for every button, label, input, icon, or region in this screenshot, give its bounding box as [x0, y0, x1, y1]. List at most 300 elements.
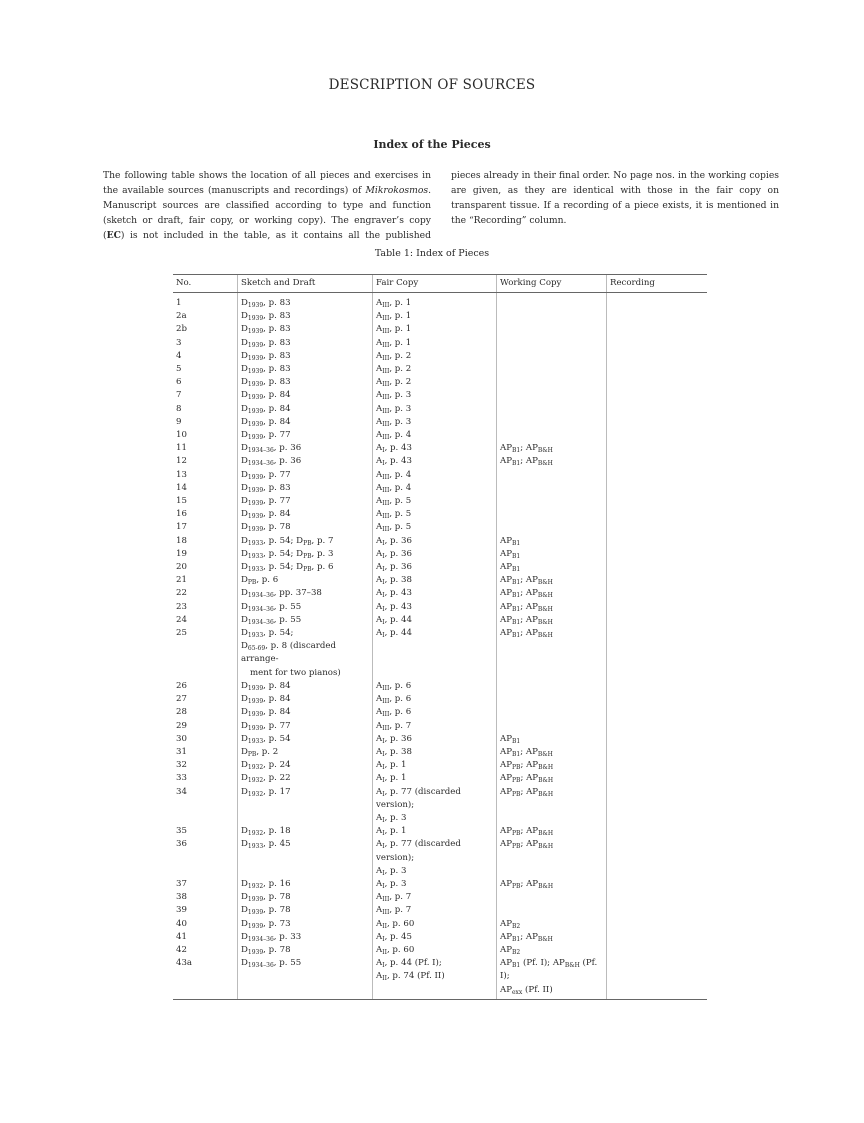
cell-sketch-line: $D_{1934-36}$, p. 33 [241, 931, 302, 943]
cell-sketch [238, 706, 373, 719]
cell-no: 8 [176, 403, 182, 414]
cell-no: 7 [176, 390, 182, 401]
cell-sketch [238, 376, 373, 389]
cell-no: 9 [176, 416, 182, 427]
cell-working-line: $AP_{B2}$ [500, 944, 521, 956]
cell-working-line: $AP_{B1}$; $AP_{B\&H}$ [500, 588, 553, 600]
cell-fair [373, 931, 497, 944]
cell-no: 26 [176, 680, 187, 691]
cell-fair [373, 614, 497, 627]
cell-sketch-line: $D_{1939}$, p. 77 [241, 430, 291, 442]
cell-fair-line: $A_I$, p. 3 [376, 812, 407, 824]
cell-sketch-line: $D_{1933}$, p. 54; [241, 628, 294, 640]
cell-fair-line: $A_{III}$, p. 2 [376, 377, 412, 389]
cell-fair-line: $A_{III}$, p. 1 [376, 298, 412, 309]
cell-working [497, 825, 607, 838]
table-row [173, 561, 707, 574]
cell-no: 43a [173, 957, 238, 999]
header-no: No. [173, 275, 238, 293]
cell-recording [607, 574, 708, 587]
cell-fair-line: $A_I$, p. 43 [376, 601, 412, 613]
table-row [173, 931, 707, 944]
cell-sketch-line: $D_{1939}$, p. 83 [241, 377, 291, 389]
intro-text-after: ) is not included in the table, as it contains all the published pieces already in their final order. No page nos. in the working copies are given, as they are identical with those in the fair copy on transparent tissue. If a recording of a piece exists, it is mentioned in the “Recording” column. [120, 170, 779, 241]
table-caption: Table 1: Index of Pieces [374, 248, 490, 259]
cell-sketch [238, 293, 373, 311]
table-row [173, 786, 707, 826]
cell-fair [373, 746, 497, 759]
cell-no: 22 [176, 588, 187, 599]
cell-sketch [238, 918, 373, 931]
cell-sketch [238, 429, 373, 442]
cell-no: 24 [176, 614, 187, 625]
cell-no: 36 [176, 839, 187, 850]
cell-no: 23 [176, 601, 187, 612]
cell-sketch-line: $D_{65-69}$, p. 8 (discarded arrange- [241, 641, 336, 665]
cell-fair-line: $A_{III}$, p. 2 [376, 350, 412, 362]
cell-fair [373, 376, 497, 389]
cell-working-line: $AP_{B1}$; $AP_{B\&H}$ [500, 931, 553, 943]
cell-working [497, 482, 607, 495]
cell-recording [607, 720, 708, 733]
cell-no: 32 [176, 760, 187, 771]
cell-fair [373, 918, 497, 931]
cell-sketch [238, 772, 373, 785]
table-row [173, 574, 707, 587]
cell-sketch [238, 693, 373, 706]
table-row [173, 733, 707, 746]
cell-working-line: $AP_{B1}$ (Pf. I); $AP_{B\&H}$ (Pf. I); [500, 958, 598, 982]
index-table [173, 274, 707, 1000]
cell-recording [607, 389, 708, 402]
table-row [173, 891, 707, 904]
cell-working [497, 574, 607, 587]
table-row [173, 310, 707, 323]
cell-working [497, 455, 607, 468]
cell-sketch-line: $D_{1934-36}$, p. 55 [241, 601, 302, 613]
cell-fair [373, 891, 497, 904]
table-row [173, 535, 707, 548]
cell-working-line: $AP_{B1}$; $AP_{B\&H}$ [500, 601, 553, 613]
cell-no: 39 [176, 905, 187, 916]
cell-sketch-line: $D_{1939}$, p. 77 [241, 469, 291, 481]
cell-recording [607, 891, 708, 904]
cell-fair [373, 957, 497, 999]
cell-recording [607, 706, 708, 719]
cell-no: 1 [176, 298, 182, 308]
header-sketch: Sketch and Draft [238, 275, 373, 293]
cell-sketch [238, 587, 373, 600]
cell-fair-line: $A_{III}$, p. 1 [376, 337, 412, 349]
cell-working [497, 337, 607, 350]
cell-sketch-line: $D_{1939}$, p. 73 [241, 918, 291, 930]
cell-fair [373, 508, 497, 521]
cell-working-line: $AP_{B1}$; $AP_{B\&H}$ [500, 456, 553, 468]
cell-no: 13 [176, 469, 187, 480]
cell-fair [373, 469, 497, 482]
cell-sketch [238, 403, 373, 416]
cell-no: 6 [176, 377, 182, 388]
table-row [173, 720, 707, 733]
cell-fair-line: $A_I$, p. 3 [376, 865, 407, 877]
header-recording: Recording [607, 275, 708, 293]
cell-working [497, 495, 607, 508]
cell-sketch-line: $D_{1939}$, p. 83 [241, 298, 291, 309]
cell-sketch-line: $D_{1939}$, p. 84 [241, 416, 291, 428]
cell-fair-line: $A_{III}$, p. 4 [376, 469, 412, 481]
cell-fair-line: $A_{III}$, p. 6 [376, 707, 412, 719]
cell-no: 15 [176, 496, 187, 507]
cell-working [497, 759, 607, 772]
cell-sketch [238, 574, 373, 587]
cell-working [497, 733, 607, 746]
cell-sketch [238, 363, 373, 376]
cell-working [497, 772, 607, 785]
cell-no: 35 [176, 826, 187, 837]
cell-sketch-line: $D_{1933}$, p. 54; $D_{PB}$, p. 7 [241, 535, 334, 547]
cell-working [497, 720, 607, 733]
cell-no: 14 [176, 482, 187, 493]
cell-no: 18 [176, 535, 187, 546]
cell-fair-line: $A_I$, p. 77 (discarded version); [376, 786, 461, 810]
cell-no: 2a [176, 311, 187, 322]
cell-fair [373, 825, 497, 838]
cell-no: 17 [176, 522, 187, 533]
cell-recording [607, 293, 708, 311]
cell-sketch [238, 825, 373, 838]
cell-sketch-line: $D_{1939}$, p. 84 [241, 707, 291, 719]
cell-sketch [238, 733, 373, 746]
cell-fair-line: $A_I$, p. 3 [376, 878, 407, 890]
cell-working [497, 614, 607, 627]
cell-recording [607, 786, 708, 826]
cell-sketch [238, 627, 373, 680]
ec-label: EC [106, 230, 121, 241]
cell-fair-line: $A_{III}$, p. 2 [376, 364, 412, 376]
cell-working [497, 944, 607, 957]
table-row [173, 601, 707, 614]
header-working: Working Copy [497, 275, 607, 293]
cell-working [497, 310, 607, 323]
cell-working-line: $AP_{B1}$; $AP_{B\&H}$ [500, 746, 553, 758]
cell-sketch-line: $D_{1933}$, p. 54; $D_{PB}$, p. 6 [241, 562, 334, 574]
cell-recording [607, 416, 708, 429]
cell-fair-line: $A_I$, p. 1 [376, 826, 407, 838]
cell-fair-line: $A_{III}$, p. 7 [376, 892, 412, 904]
cell-fair [373, 720, 497, 733]
cell-fair-line: $A_{III}$, p. 4 [376, 482, 412, 494]
cell-recording [607, 957, 708, 999]
cell-fair-line: $A_I$, p. 1 [376, 773, 407, 785]
cell-recording [607, 323, 708, 336]
cell-sketch-line: $D_{1939}$, p. 83 [241, 311, 291, 323]
cell-sketch [238, 838, 373, 878]
cell-sketch [238, 508, 373, 521]
cell-working-line: $AP_{PB}$; $AP_{B\&H}$ [500, 878, 554, 890]
cell-fair-line: $A_I$, p. 44 [376, 628, 412, 640]
cell-sketch [238, 442, 373, 455]
cell-no: 38 [176, 892, 187, 903]
cell-fair-line: $A_{III}$, p. 7 [376, 905, 412, 917]
cell-fair-line: $A_{III}$, p. 6 [376, 694, 412, 706]
cell-no: 33 [176, 773, 187, 784]
table-row [173, 825, 707, 838]
cell-recording [607, 931, 708, 944]
cell-working [497, 323, 607, 336]
cell-fair-line: $A_I$, p. 44 [376, 614, 412, 626]
cell-sketch [238, 482, 373, 495]
table-row [173, 469, 707, 482]
cell-recording [607, 759, 708, 772]
cell-fair [373, 521, 497, 534]
cell-fair-line: $A_{III}$, p. 5 [376, 496, 412, 508]
cell-recording [607, 350, 708, 363]
cell-no: 19 [176, 548, 187, 559]
cell-sketch-line: $D_{1932}$, p. 17 [241, 786, 291, 798]
cell-working [497, 878, 607, 891]
cell-sketch-line: $D_{1933}$, p. 54; $D_{PB}$, p. 3 [241, 548, 334, 560]
cell-no: 16 [176, 509, 187, 520]
table-row [173, 746, 707, 759]
cell-recording [607, 521, 708, 534]
cell-no: 29 [176, 720, 187, 731]
cell-sketch-line: ment for two pianos) [250, 667, 341, 678]
table-body [173, 293, 707, 1000]
cell-fair [373, 627, 497, 680]
cell-recording [607, 878, 708, 891]
cell-fair [373, 337, 497, 350]
cell-fair-line: $A_{III}$, p. 3 [376, 403, 412, 415]
cell-sketch [238, 310, 373, 323]
cell-working [497, 891, 607, 904]
cell-fair [373, 455, 497, 468]
intro-paragraph [103, 168, 779, 243]
cell-recording [607, 944, 708, 957]
cell-sketch [238, 878, 373, 891]
cell-fair [373, 442, 497, 455]
cell-sketch-line: $D_{1939}$, p. 78 [241, 522, 291, 534]
cell-no: 42 [176, 944, 187, 955]
cell-sketch [238, 944, 373, 957]
cell-sketch-line: $D_{1934-36}$, pp. 37–38 [241, 588, 322, 600]
table-row [173, 957, 707, 999]
cell-sketch-line: $D_{1939}$, p. 83 [241, 364, 291, 376]
cell-sketch [238, 601, 373, 614]
cell-sketch-line: $D_{1934-36}$, p. 36 [241, 456, 302, 468]
cell-working [497, 957, 607, 999]
cell-no: 40 [176, 918, 187, 929]
cell-working [497, 293, 607, 311]
intro-text-middle: . Manuscript sources are classified according to type and function (sketch or draft, fair copy, or working copy). The engraver’s copy ( [103, 185, 431, 241]
cell-sketch [238, 548, 373, 561]
table-row [173, 521, 707, 534]
cell-working-line: $AP_{PB}$; $AP_{B\&H}$ [500, 786, 554, 798]
cell-working [497, 587, 607, 600]
cell-sketch-line: $D_{1932}$, p. 16 [241, 878, 291, 890]
cell-fair [373, 293, 497, 311]
cell-sketch-line: $D_{1932}$, p. 18 [241, 826, 291, 838]
cell-sketch [238, 337, 373, 350]
cell-working-line: $AP_{PB}$; $AP_{B\&H}$ [500, 826, 554, 838]
cell-recording [607, 825, 708, 838]
header-fair: Fair Copy [373, 275, 497, 293]
cell-sketch-line: $D_{1939}$, p. 78 [241, 905, 291, 917]
cell-no: 5 [176, 364, 182, 375]
cell-fair-line: $A_I$, p. 43 [376, 588, 412, 600]
cell-working [497, 521, 607, 534]
cell-fair-line: $A_I$, p. 43 [376, 443, 412, 455]
cell-working [497, 706, 607, 719]
cell-working-line: $AP_{B1}$ [500, 548, 521, 560]
cell-fair [373, 693, 497, 706]
cell-recording [607, 508, 708, 521]
cell-fair-line: $A_I$, p. 1 [376, 760, 407, 772]
cell-fair [373, 429, 497, 442]
cell-working [497, 376, 607, 389]
table-row [173, 323, 707, 336]
cell-fair-line: $A_I$, p. 36 [376, 535, 412, 547]
cell-no: 25 [176, 628, 187, 639]
cell-sketch [238, 455, 373, 468]
cell-fair-line: $A_I$, p. 36 [376, 548, 412, 560]
cell-working [497, 838, 607, 878]
cell-sketch-line: $D_{1939}$, p. 84 [241, 694, 291, 706]
cell-recording [607, 627, 708, 680]
cell-recording [607, 680, 708, 693]
table-row [173, 680, 707, 693]
cell-sketch [238, 957, 373, 999]
cell-no: 28 [176, 707, 187, 718]
cell-sketch-line: $D_{1933}$, p. 45 [241, 839, 291, 851]
cell-working [497, 389, 607, 402]
cell-recording [607, 733, 708, 746]
table-header-row [173, 275, 707, 293]
cell-fair [373, 601, 497, 614]
cell-working-line: $AP_{B1}$; $AP_{B\&H}$ [500, 628, 553, 640]
cell-sketch-line: $D_{1933}$, p. 54 [241, 733, 291, 745]
cell-no: 37 [176, 878, 187, 889]
cell-sketch-line: $D_{1934-36}$, p. 36 [241, 443, 302, 455]
cell-recording [607, 482, 708, 495]
cell-fair [373, 495, 497, 508]
cell-recording [607, 601, 708, 614]
cell-sketch-line: $D_{1939}$, p. 84 [241, 509, 291, 521]
cell-recording [607, 587, 708, 600]
cell-sketch-line: $D_{1939}$, p. 84 [241, 680, 291, 692]
cell-recording [607, 548, 708, 561]
cell-working [497, 469, 607, 482]
cell-sketch [238, 720, 373, 733]
cell-no: 21 [176, 575, 187, 586]
cell-fair-line: $A_{III}$, p. 7 [376, 720, 412, 732]
cell-working-line: $AP_{B1}$ [500, 535, 521, 547]
table-row [173, 442, 707, 455]
cell-no: 12 [176, 456, 187, 467]
table-row [173, 706, 707, 719]
cell-fair-line: $A_{III}$, p. 5 [376, 522, 412, 534]
cell-sketch-line: $D_{1932}$, p. 22 [241, 773, 291, 785]
cell-working [497, 561, 607, 574]
cell-fair [373, 535, 497, 548]
work-title: Mikrokosmos [365, 185, 429, 196]
cell-working [497, 548, 607, 561]
cell-fair-line: $A_I$, p. 43 [376, 456, 412, 468]
cell-fair [373, 944, 497, 957]
table-row [173, 482, 707, 495]
cell-recording [607, 561, 708, 574]
cell-working-line: $AP_{B1}$; $AP_{B\&H}$ [500, 614, 553, 626]
cell-fair [373, 706, 497, 719]
cell-working-line: $AP_{B1}$ [500, 562, 521, 574]
cell-recording [607, 429, 708, 442]
cell-fair-line: $A_I$, p. 45 [376, 931, 412, 943]
cell-fair [373, 310, 497, 323]
cell-fair [373, 416, 497, 429]
cell-fair-line: $A_{II}$, p. 74 (Pf. II) [376, 971, 445, 983]
cell-working-line: $AP_{B2}$ [500, 918, 521, 930]
cell-sketch-line: $D_{1939}$, p. 84 [241, 390, 291, 402]
cell-working-line: $AP_{B1}$; $AP_{B\&H}$ [500, 443, 553, 455]
cell-working [497, 680, 607, 693]
cell-fair [373, 733, 497, 746]
cell-fair-line: $A_{III}$, p. 4 [376, 430, 412, 442]
table-row [173, 548, 707, 561]
cell-recording [607, 904, 708, 917]
cell-sketch [238, 521, 373, 534]
intro-text-before: The following table shows the location of all pieces and exercises in the available sources (manuscripts and recordings) of [103, 170, 431, 196]
cell-recording [607, 918, 708, 931]
cell-recording [607, 746, 708, 759]
cell-no: 20 [176, 562, 187, 573]
cell-no: 41 [176, 931, 187, 942]
cell-working-line: $AP_{PB}$; $AP_{B\&H}$ [500, 773, 554, 785]
cell-no: 34 [176, 786, 187, 797]
cell-sketch-line: $D_{1934-36}$, p. 55 [241, 958, 302, 970]
table-row [173, 495, 707, 508]
cell-fair-line: $A_I$, p. 44 (Pf. I); [376, 958, 442, 970]
cell-working [497, 350, 607, 363]
cell-no: 10 [176, 430, 187, 441]
cell-working-line: $AP_{exx}$ (Pf. II) [500, 984, 553, 996]
cell-sketch [238, 416, 373, 429]
table-row [173, 944, 707, 957]
cell-recording [607, 403, 708, 416]
cell-recording [607, 495, 708, 508]
cell-sketch [238, 891, 373, 904]
cell-fair [373, 680, 497, 693]
table-row [173, 403, 707, 416]
table-row [173, 627, 707, 680]
table-row [173, 429, 707, 442]
cell-working [497, 403, 607, 416]
cell-fair [373, 389, 497, 402]
cell-working-line: $AP_{PB}$; $AP_{B\&H}$ [500, 839, 554, 851]
cell-recording [607, 337, 708, 350]
cell-sketch-line: $D_{1939}$, p. 83 [241, 324, 291, 336]
cell-sketch-line: $D_{PB}$, p. 6 [241, 575, 279, 587]
cell-sketch-line: $D_{1939}$, p. 77 [241, 720, 291, 732]
cell-sketch [238, 350, 373, 363]
cell-fair [373, 759, 497, 772]
cell-fair-line: $A_I$, p. 38 [376, 575, 412, 587]
cell-working [497, 363, 607, 376]
cell-no: 30 [176, 733, 187, 744]
cell-fair [373, 323, 497, 336]
cell-sketch [238, 746, 373, 759]
cell-no: 3 [176, 337, 182, 348]
cell-sketch-line: $D_{1934-36}$, p. 55 [241, 614, 302, 626]
cell-working [497, 904, 607, 917]
